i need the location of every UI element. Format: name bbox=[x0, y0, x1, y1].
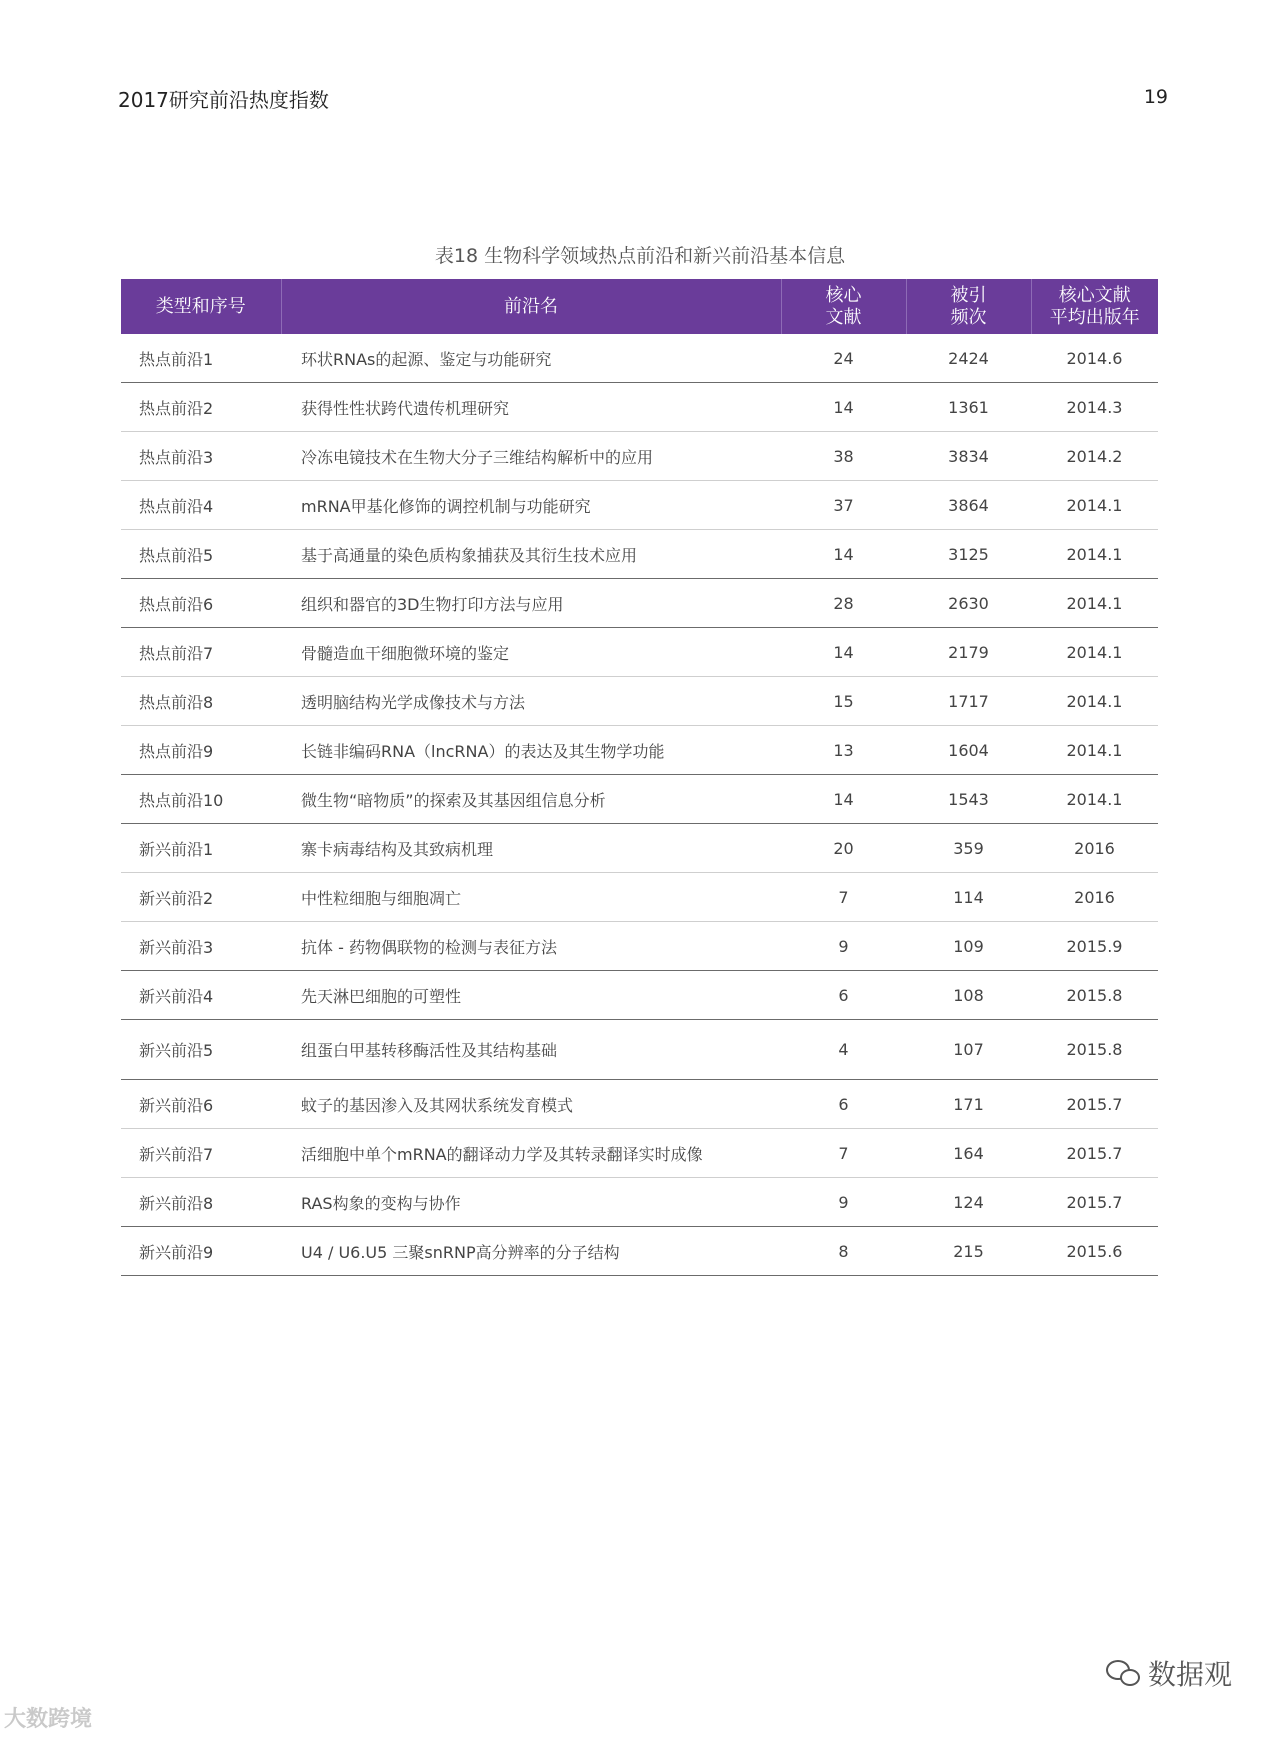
citations-cell: 3125 bbox=[906, 530, 1031, 579]
type-cell: 新兴前沿4 bbox=[121, 971, 281, 1020]
citations-cell: 1543 bbox=[906, 775, 1031, 824]
footer-logo-text: 数据观 bbox=[1147, 1658, 1232, 1691]
citations-cell: 3834 bbox=[906, 432, 1031, 481]
core-papers-cell: 13 bbox=[781, 726, 906, 775]
table-row bbox=[121, 432, 1158, 481]
wechat-icon bbox=[1106, 1660, 1140, 1686]
frontier-name-cell: 组蛋白甲基转移酶活性及其结构基础 bbox=[281, 1020, 781, 1080]
table-row bbox=[121, 383, 1158, 432]
citations-cell: 1717 bbox=[906, 677, 1031, 726]
type-cell: 热点前沿9 bbox=[121, 726, 281, 775]
footer-logo bbox=[1106, 1653, 1232, 1693]
frontier-name-cell: 微生物“暗物质”的探索及其基因组信息分析 bbox=[281, 775, 781, 824]
avg-year-cell: 2015.8 bbox=[1031, 971, 1158, 1020]
header-core-papers bbox=[781, 279, 906, 334]
table-row bbox=[121, 1080, 1158, 1129]
table-caption: 表18 生物科学领域热点前沿和新兴前沿基本信息 bbox=[434, 245, 846, 267]
core-papers-cell: 8 bbox=[781, 1227, 906, 1276]
citations-cell: 108 bbox=[906, 971, 1031, 1020]
header-core-line1: 核心 bbox=[825, 284, 862, 306]
table-row bbox=[121, 922, 1158, 971]
frontier-name-cell: 冷冻电镜技术在生物大分子三维结构解析中的应用 bbox=[281, 432, 781, 481]
table-row bbox=[121, 628, 1158, 677]
frontier-name-cell: mRNA甲基化修饰的调控机制与功能研究 bbox=[281, 481, 781, 530]
citations-cell: 2630 bbox=[906, 579, 1031, 628]
avg-year-cell: 2015.9 bbox=[1031, 922, 1158, 971]
avg-year-cell: 2014.1 bbox=[1031, 481, 1158, 530]
avg-year-cell: 2016 bbox=[1031, 873, 1158, 922]
table-body bbox=[121, 334, 1158, 1276]
avg-year-cell: 2014.6 bbox=[1031, 334, 1158, 383]
table-row bbox=[121, 677, 1158, 726]
core-papers-cell: 7 bbox=[781, 1129, 906, 1178]
citations-cell: 215 bbox=[906, 1227, 1031, 1276]
table-row bbox=[121, 971, 1158, 1020]
core-papers-cell: 38 bbox=[781, 432, 906, 481]
frontier-name-cell: RAS构象的变构与协作 bbox=[281, 1178, 781, 1227]
header-cites-line1: 被引 bbox=[950, 284, 987, 306]
page-header-title: 2017研究前沿热度指数 bbox=[118, 88, 329, 112]
citations-cell: 1361 bbox=[906, 383, 1031, 432]
watermark-text: 大数跨境 bbox=[4, 1707, 93, 1732]
type-cell: 新兴前沿6 bbox=[121, 1080, 281, 1129]
frontier-name-cell: 透明脑结构光学成像技术与方法 bbox=[281, 677, 781, 726]
frontier-name-cell: 环状RNAs的起源、鉴定与功能研究 bbox=[281, 334, 781, 383]
citations-cell: 2424 bbox=[906, 334, 1031, 383]
type-cell: 热点前沿8 bbox=[121, 677, 281, 726]
table-row bbox=[121, 481, 1158, 530]
core-papers-cell: 14 bbox=[781, 775, 906, 824]
type-cell: 新兴前沿5 bbox=[121, 1020, 281, 1080]
frontier-name-cell: 长链非编码RNA（lncRNA）的表达及其生物学功能 bbox=[281, 726, 781, 775]
type-cell: 新兴前沿9 bbox=[121, 1227, 281, 1276]
table-row bbox=[121, 873, 1158, 922]
avg-year-cell: 2014.1 bbox=[1031, 726, 1158, 775]
type-cell: 新兴前沿1 bbox=[121, 824, 281, 873]
core-papers-cell: 37 bbox=[781, 481, 906, 530]
table-header-row bbox=[121, 279, 1158, 334]
core-papers-cell: 20 bbox=[781, 824, 906, 873]
table-row bbox=[121, 1178, 1158, 1227]
table-row bbox=[121, 1129, 1158, 1178]
type-cell: 热点前沿7 bbox=[121, 628, 281, 677]
core-papers-cell: 9 bbox=[781, 922, 906, 971]
type-cell: 新兴前沿7 bbox=[121, 1129, 281, 1178]
citations-cell: 2179 bbox=[906, 628, 1031, 677]
table-row bbox=[121, 1020, 1158, 1080]
avg-year-cell: 2016 bbox=[1031, 824, 1158, 873]
type-cell: 新兴前沿8 bbox=[121, 1178, 281, 1227]
table-row bbox=[121, 1227, 1158, 1276]
avg-year-cell: 2014.1 bbox=[1031, 775, 1158, 824]
avg-year-cell: 2014.1 bbox=[1031, 677, 1158, 726]
header-type: 类型和序号 bbox=[121, 279, 281, 334]
core-papers-cell: 24 bbox=[781, 334, 906, 383]
core-papers-cell: 6 bbox=[781, 1080, 906, 1129]
citations-cell: 3864 bbox=[906, 481, 1031, 530]
frontier-name-cell: 中性粒细胞与细胞凋亡 bbox=[281, 873, 781, 922]
citations-cell: 359 bbox=[906, 824, 1031, 873]
type-cell: 热点前沿4 bbox=[121, 481, 281, 530]
avg-year-cell: 2015.7 bbox=[1031, 1178, 1158, 1227]
type-cell: 热点前沿3 bbox=[121, 432, 281, 481]
core-papers-cell: 6 bbox=[781, 971, 906, 1020]
type-cell: 新兴前沿2 bbox=[121, 873, 281, 922]
core-papers-cell: 28 bbox=[781, 579, 906, 628]
avg-year-cell: 2014.1 bbox=[1031, 628, 1158, 677]
avg-year-cell: 2014.1 bbox=[1031, 530, 1158, 579]
avg-year-cell: 2015.8 bbox=[1031, 1020, 1158, 1080]
frontier-name-cell: 活细胞中单个mRNA的翻译动力学及其转录翻译实时成像 bbox=[281, 1129, 781, 1178]
core-papers-cell: 14 bbox=[781, 530, 906, 579]
header-year-line1: 核心文献 bbox=[1058, 284, 1131, 306]
core-papers-cell: 15 bbox=[781, 677, 906, 726]
header-year-line2: 平均出版年 bbox=[1049, 306, 1140, 328]
type-cell: 热点前沿2 bbox=[121, 383, 281, 432]
header-cites-line2: 频次 bbox=[950, 306, 987, 328]
type-cell: 热点前沿1 bbox=[121, 334, 281, 383]
avg-year-cell: 2015.7 bbox=[1031, 1129, 1158, 1178]
core-papers-cell: 4 bbox=[781, 1020, 906, 1080]
core-papers-cell: 14 bbox=[781, 628, 906, 677]
citations-cell: 109 bbox=[906, 922, 1031, 971]
page-number: 19 bbox=[1143, 86, 1168, 108]
citations-cell: 114 bbox=[906, 873, 1031, 922]
citations-cell: 107 bbox=[906, 1020, 1031, 1080]
type-cell: 热点前沿6 bbox=[121, 579, 281, 628]
type-cell: 新兴前沿3 bbox=[121, 922, 281, 971]
frontier-name-cell: 骨髓造血干细胞微环境的鉴定 bbox=[281, 628, 781, 677]
frontier-name-cell: 抗体 - 药物偶联物的检测与表征方法 bbox=[281, 922, 781, 971]
table-row bbox=[121, 775, 1158, 824]
core-papers-cell: 7 bbox=[781, 873, 906, 922]
avg-year-cell: 2014.2 bbox=[1031, 432, 1158, 481]
frontier-name-cell: 先天淋巴细胞的可塑性 bbox=[281, 971, 781, 1020]
citations-cell: 171 bbox=[906, 1080, 1031, 1129]
avg-year-cell: 2014.3 bbox=[1031, 383, 1158, 432]
frontier-name-cell: 基于高通量的染色质构象捕获及其衍生技术应用 bbox=[281, 530, 781, 579]
frontier-table bbox=[121, 279, 1158, 1276]
frontier-name-cell: 蚊子的基因渗入及其网状系统发育模式 bbox=[281, 1080, 781, 1129]
avg-year-cell: 2015.7 bbox=[1031, 1080, 1158, 1129]
citations-cell: 164 bbox=[906, 1129, 1031, 1178]
frontier-name-cell: 寨卡病毒结构及其致病机理 bbox=[281, 824, 781, 873]
frontier-name-cell: 组织和器官的3D生物打印方法与应用 bbox=[281, 579, 781, 628]
frontier-name-cell: U4 / U6.U5 三聚snRNP高分辨率的分子结构 bbox=[281, 1227, 781, 1276]
table-row bbox=[121, 334, 1158, 383]
avg-year-cell: 2015.6 bbox=[1031, 1227, 1158, 1276]
core-papers-cell: 14 bbox=[781, 383, 906, 432]
header-citations bbox=[906, 279, 1031, 334]
table-row bbox=[121, 824, 1158, 873]
citations-cell: 1604 bbox=[906, 726, 1031, 775]
avg-year-cell: 2014.1 bbox=[1031, 579, 1158, 628]
table-row bbox=[121, 530, 1158, 579]
frontier-name-cell: 获得性性状跨代遗传机理研究 bbox=[281, 383, 781, 432]
citations-cell: 124 bbox=[906, 1178, 1031, 1227]
core-papers-cell: 9 bbox=[781, 1178, 906, 1227]
header-core-line2: 文献 bbox=[825, 306, 862, 328]
type-cell: 热点前沿10 bbox=[121, 775, 281, 824]
header-avg-year bbox=[1031, 279, 1158, 334]
table-row bbox=[121, 579, 1158, 628]
table-row bbox=[121, 726, 1158, 775]
type-cell: 热点前沿5 bbox=[121, 530, 281, 579]
header-name: 前沿名 bbox=[281, 279, 781, 334]
